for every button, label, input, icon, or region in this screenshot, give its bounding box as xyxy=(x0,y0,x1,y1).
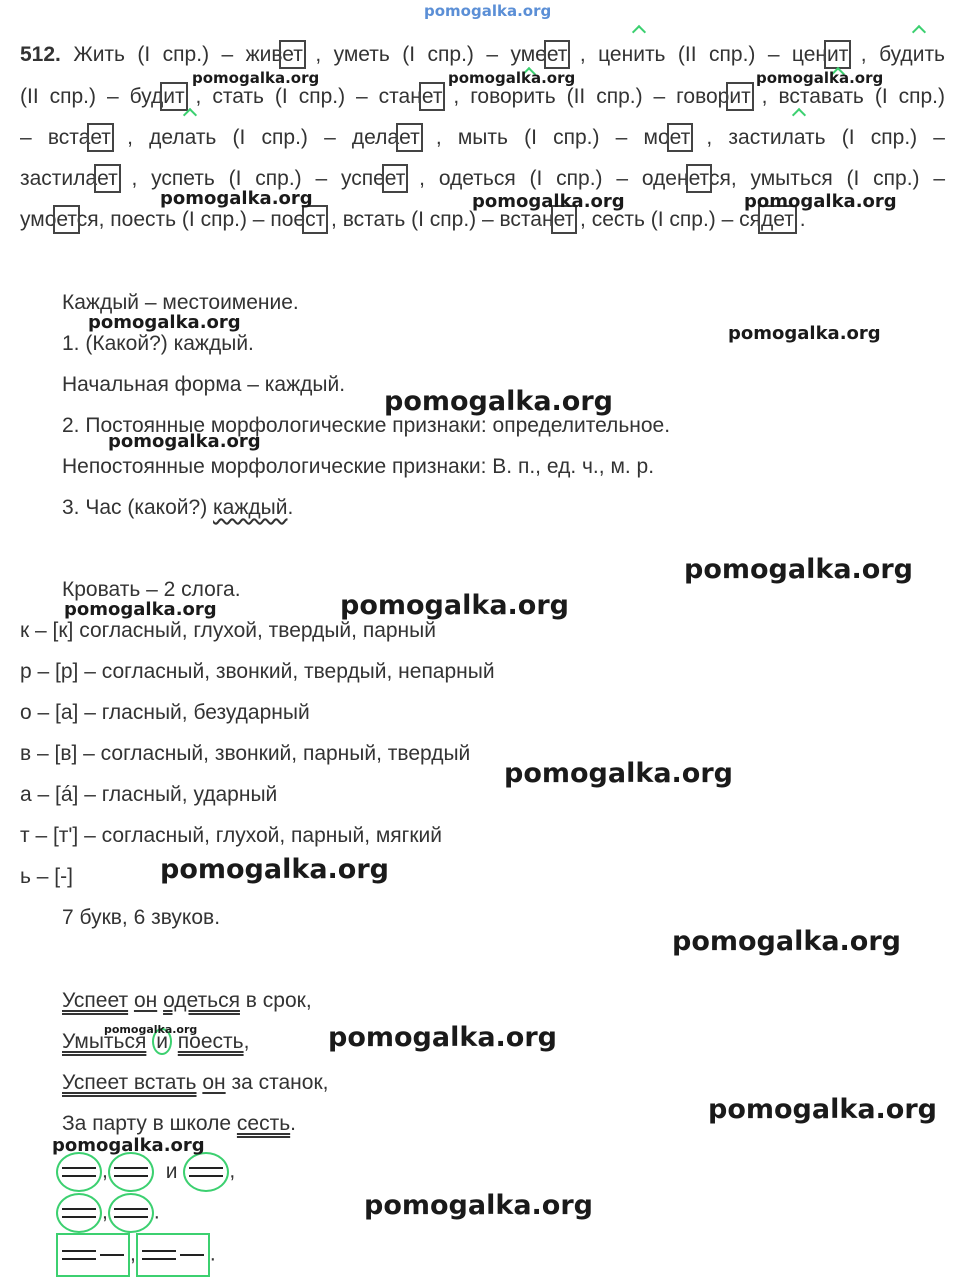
watermark: pomogalka.org xyxy=(160,854,389,885)
exercise-text: , буд xyxy=(848,43,913,66)
watermark: pomogalka.org xyxy=(340,590,569,621)
exercise-text: ть (II спр.) – говор xyxy=(535,85,730,108)
stress-mark: и xyxy=(523,85,536,108)
exercise-text: , встать (I спр.) – встан xyxy=(325,208,554,231)
stress-mark: и xyxy=(912,43,925,66)
phonetic-summary: 7 букв, 6 звуков. xyxy=(62,906,221,929)
predicate-word: Успеет встать xyxy=(62,1071,197,1094)
watermark: pomogalka.org xyxy=(744,191,897,212)
exercise-number: 512. xyxy=(20,43,74,66)
subject-word: он xyxy=(202,1071,226,1094)
exercise-text: , мыть (I спр.) – мо xyxy=(419,126,670,149)
scheme-period: . xyxy=(153,1200,160,1224)
watermark: pomogalka.org xyxy=(328,1022,557,1053)
phonetic-row: р – [р] – согласный, звонкий, твердый, непарный xyxy=(20,660,495,683)
exercise-text: , дел xyxy=(110,126,185,149)
predicate-word: сесть xyxy=(236,1112,291,1135)
morph-word-kazhdyi: каждый xyxy=(213,496,288,519)
ending-box: ет xyxy=(90,126,111,149)
watermark: pomogalka.org xyxy=(472,191,625,212)
watermark: pomogalka.org xyxy=(384,386,613,417)
phonetic-row: в – [в] – согласный, звонкий, парный, твердый xyxy=(20,742,471,765)
scheme-predicate-oval xyxy=(56,1152,102,1192)
exercise-text: застила xyxy=(20,167,98,190)
predicate-word: поесть xyxy=(177,1030,244,1053)
exercise-text: ть (I спр.) – xyxy=(805,126,945,149)
exercise-text: , стать (I спр.) – стан xyxy=(184,85,422,108)
ending-box: ет xyxy=(553,208,575,231)
poem-line xyxy=(62,1072,328,1093)
morph-line-3: Начальная форма – каждый. xyxy=(62,373,346,396)
scheme-line-2 xyxy=(56,1193,160,1233)
exercise-text: Жить (I спр.) – жив xyxy=(73,43,283,66)
exercise-text: ть (I спр.) – дела xyxy=(195,126,400,149)
watermark: pomogalka.org xyxy=(64,599,217,620)
ending-box: ет xyxy=(282,43,303,66)
ending-box: ит xyxy=(827,43,849,66)
stress-mark: а xyxy=(832,85,844,108)
morph-line-1: Каждый – местоимение. xyxy=(62,291,299,314)
exercise-text: , встав xyxy=(750,85,833,108)
watermark: pomogalka.org xyxy=(728,323,881,344)
predicate-word: одеться xyxy=(163,989,240,1012)
watermark: pomogalka.org xyxy=(672,926,901,957)
exercise-text: ся, умыться (I спр.) – xyxy=(708,167,946,190)
phonetic-row: к – [к] согласный, глухой, твердый, парный xyxy=(20,619,436,642)
poem-text: За парту в школе xyxy=(62,1112,237,1135)
morph-line-5: Непостоянные морфологические признаки: В. п., ед. ч., м. р. xyxy=(62,455,655,478)
stress-mark: а xyxy=(793,126,806,149)
exercise-text: – вста xyxy=(20,126,91,149)
exercise-line xyxy=(20,44,945,65)
poem-text: в срок, xyxy=(239,989,312,1012)
exercise-text: (II спр.) – буд xyxy=(20,85,164,108)
watermark: pomogalka.org xyxy=(88,312,241,333)
exercise-text: , одеться (I спр.) – оден xyxy=(405,167,689,190)
exercise-line xyxy=(20,86,945,107)
scheme-clause-rect xyxy=(136,1233,210,1277)
predicate-word: Умыться xyxy=(62,1030,147,1053)
watermark: pomogalka.org xyxy=(364,1190,593,1221)
exercise-text: , цен xyxy=(567,43,634,66)
stress-mark: и xyxy=(633,43,645,66)
exercise-text: , сесть (I спр.) – ся xyxy=(574,208,762,231)
ending-box: ит xyxy=(729,85,751,108)
watermark-top: pomogalka.org xyxy=(424,2,552,20)
scheme-predicate-oval xyxy=(108,1152,154,1192)
phonetic-row: т – [т'] – согласный, глухой, парный, мягкий xyxy=(20,824,442,847)
morph-line-2: 1. (Какой?) каждый. xyxy=(62,332,254,355)
exercise-text: , уметь (I спр.) – уме xyxy=(302,43,547,66)
poem-line xyxy=(62,990,312,1011)
exercise-text: умо xyxy=(20,208,57,231)
morph-line-6a: 3. Час (какой?) xyxy=(62,496,214,519)
exercise-line xyxy=(20,168,945,189)
scheme-line-3 xyxy=(56,1233,216,1277)
scheme-comma: , xyxy=(130,1242,136,1266)
exercise-text: . xyxy=(793,208,806,231)
poem-text: . xyxy=(290,1112,296,1135)
ending-box: ет xyxy=(546,43,568,66)
predicate-word: Успеет xyxy=(62,989,129,1012)
ending-box: ет xyxy=(669,126,691,149)
morph-line-4: 2. Постоянные морфологические признаки: определительное. xyxy=(62,414,671,437)
conjunction-circle: и xyxy=(152,1028,172,1055)
scheme-clause-rect xyxy=(56,1233,130,1277)
scheme-line-1 xyxy=(56,1152,235,1192)
scheme-comma: , xyxy=(229,1159,236,1183)
scheme-and: и xyxy=(165,1159,178,1183)
morph-line-6c: . xyxy=(287,496,294,519)
phonetic-row: ь – [-] xyxy=(20,865,73,888)
watermark: pomogalka.org xyxy=(192,69,320,87)
ending-box: ет xyxy=(384,167,406,190)
poem-text: за станок, xyxy=(225,1071,329,1094)
phonetic-row: о – [а] – гласный, безударный xyxy=(20,701,310,724)
scheme-comma: , xyxy=(102,1159,108,1183)
scheme-comma: , xyxy=(102,1200,108,1224)
exercise-line xyxy=(20,209,806,230)
ending-box: ст xyxy=(305,208,326,231)
exercise-text: ть xyxy=(924,43,945,66)
ending-box: ет xyxy=(56,208,77,231)
ending-box: ет xyxy=(97,167,118,190)
watermark: pomogalka.org xyxy=(108,431,261,452)
watermark: pomogalka.org xyxy=(448,69,576,87)
watermark: pomogalka.org xyxy=(708,1094,937,1125)
exercise-line xyxy=(20,127,945,148)
ending-box: ет xyxy=(421,85,443,108)
exercise-text: , успеть (I спр.) – успе xyxy=(117,167,385,190)
watermark: pomogalka.org xyxy=(104,1023,198,1036)
watermark: pomogalka.org xyxy=(756,69,884,87)
watermark: pomogalka.org xyxy=(684,554,913,585)
exercise-text: , говор xyxy=(442,85,524,108)
exercise-text: , застил xyxy=(690,126,794,149)
watermark: pomogalka.org xyxy=(504,758,733,789)
scheme-period: . xyxy=(209,1242,216,1266)
exercise-text: ся, поесть (I спр.) – пое xyxy=(76,208,306,231)
ending-box: ет xyxy=(688,167,709,190)
morph-line-6 xyxy=(62,497,293,518)
exercise-text: ть (I спр.) xyxy=(843,85,945,108)
ending-box: дет xyxy=(761,208,794,231)
ending-box: ет xyxy=(399,126,420,149)
poem-text: , xyxy=(243,1030,250,1053)
scheme-predicate-oval xyxy=(183,1152,229,1192)
exercise-text: ть (II спр.) – цен xyxy=(644,43,828,66)
scheme-predicate-oval xyxy=(108,1193,154,1233)
watermark: pomogalka.org xyxy=(52,1135,205,1156)
ending-box: ит xyxy=(163,85,185,108)
stress-mark: а xyxy=(184,126,196,149)
subject-word: он xyxy=(133,989,158,1012)
watermark: pomogalka.org xyxy=(160,188,313,209)
phonetic-title: Кровать – 2 слога. xyxy=(62,578,241,601)
scheme-predicate-oval xyxy=(56,1193,102,1233)
phonetic-row: а – [á] – гласный, ударный xyxy=(20,783,278,806)
poem-line xyxy=(62,1113,296,1134)
